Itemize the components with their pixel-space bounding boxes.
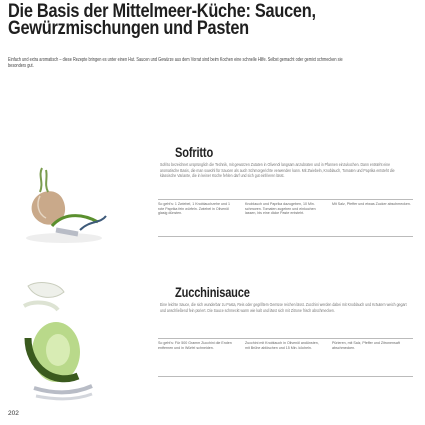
intro-text: Einfach und extra aromatisch – diese Rezepte bringen es unter einen Hut. Saucen und Gewürze aus dem Vorrat sind beim Kochen eine schnelle Hilfe. Selbst gemacht oder gemixt schmecken sie besonders gut. <box>8 57 343 69</box>
onion-garlic <box>32 168 66 225</box>
sofritto-illustration <box>12 140 107 245</box>
divider <box>158 236 413 237</box>
section-desc-sofritto: Sofrito bezeichnet ursprünglich die Technik, mit gewürzen Zutaten in Olivenöl langsam anzubraten und in Pfannen einzukochen. Dann entsteht eine aromatische Basis, die man sowohl für Saucen als auch Schmorgerichte verwenden kann. Mit Zwiebeln, Knoblauch, Tomaten und Paprika entsteht die klassische Variante, die in keiner Küche fehlen darf und sich gut einfrieren lässt. <box>160 162 395 179</box>
divider <box>158 199 413 200</box>
bowl-stripes <box>34 386 92 392</box>
step-sofritto-3: Mit Salz, Pfeffer und etwas Zucker abschmecken. <box>332 202 411 206</box>
step-sofritto-1: So geht's: 1 Zwiebel, 1 Knoblauchzehe und 1 rote Paprika fein würfeln. Zwiebel in Olivenöl glasig dünsten. <box>158 202 231 216</box>
step-zucchinisauce-3: Pürieren, mit Salz, Pfeffer und Zitronensaft abschmecken. <box>332 341 400 350</box>
section-title-zucchinisauce: Zucchinisauce <box>175 285 250 300</box>
page-number: 202 <box>8 410 19 417</box>
step-zucchinisauce-1: So geht's: Für 500 Gramm Zucchini die Enden entfernen und in Würfel schneiden. <box>158 341 232 350</box>
divider <box>158 376 413 377</box>
step-zucchinisauce-2: Zucchini mit Knoblauch in Olivenöl andünsten, mit Brühe ablöschen und 15 Min. köcheln. <box>245 341 319 350</box>
pepper-leaves <box>52 216 106 234</box>
section-title-sofritto: Sofritto <box>175 145 214 160</box>
page-title: Die Basis der Mittelmeer-Küche: Saucen, Gewürzmischungen und Pasten <box>8 1 316 39</box>
section-desc-zucchinisauce: Eine leichte Sauce, die sich wunderbar zu Pasta, Reis oder gegrilltem Gemüse reichen lässt. Zucchini werden dabei mit Knoblauch und Kräutern weich gegart und anschließend fein püriert. Die Sauce schmeckt warm wie kalt und lässt sich mit Zitrone frisch abschmecken. <box>160 302 407 313</box>
step-sofritto-2: Knoblauch und Paprika dazugeben, 10 Min. schmoren. Tomaten zugeben und einkochen lassen, bis eine dicke Paste entsteht. <box>245 202 316 216</box>
bowl-shadow <box>26 233 102 243</box>
zucchini-slices <box>24 283 64 310</box>
divider <box>158 338 413 339</box>
zucchini-illustration <box>14 278 109 403</box>
